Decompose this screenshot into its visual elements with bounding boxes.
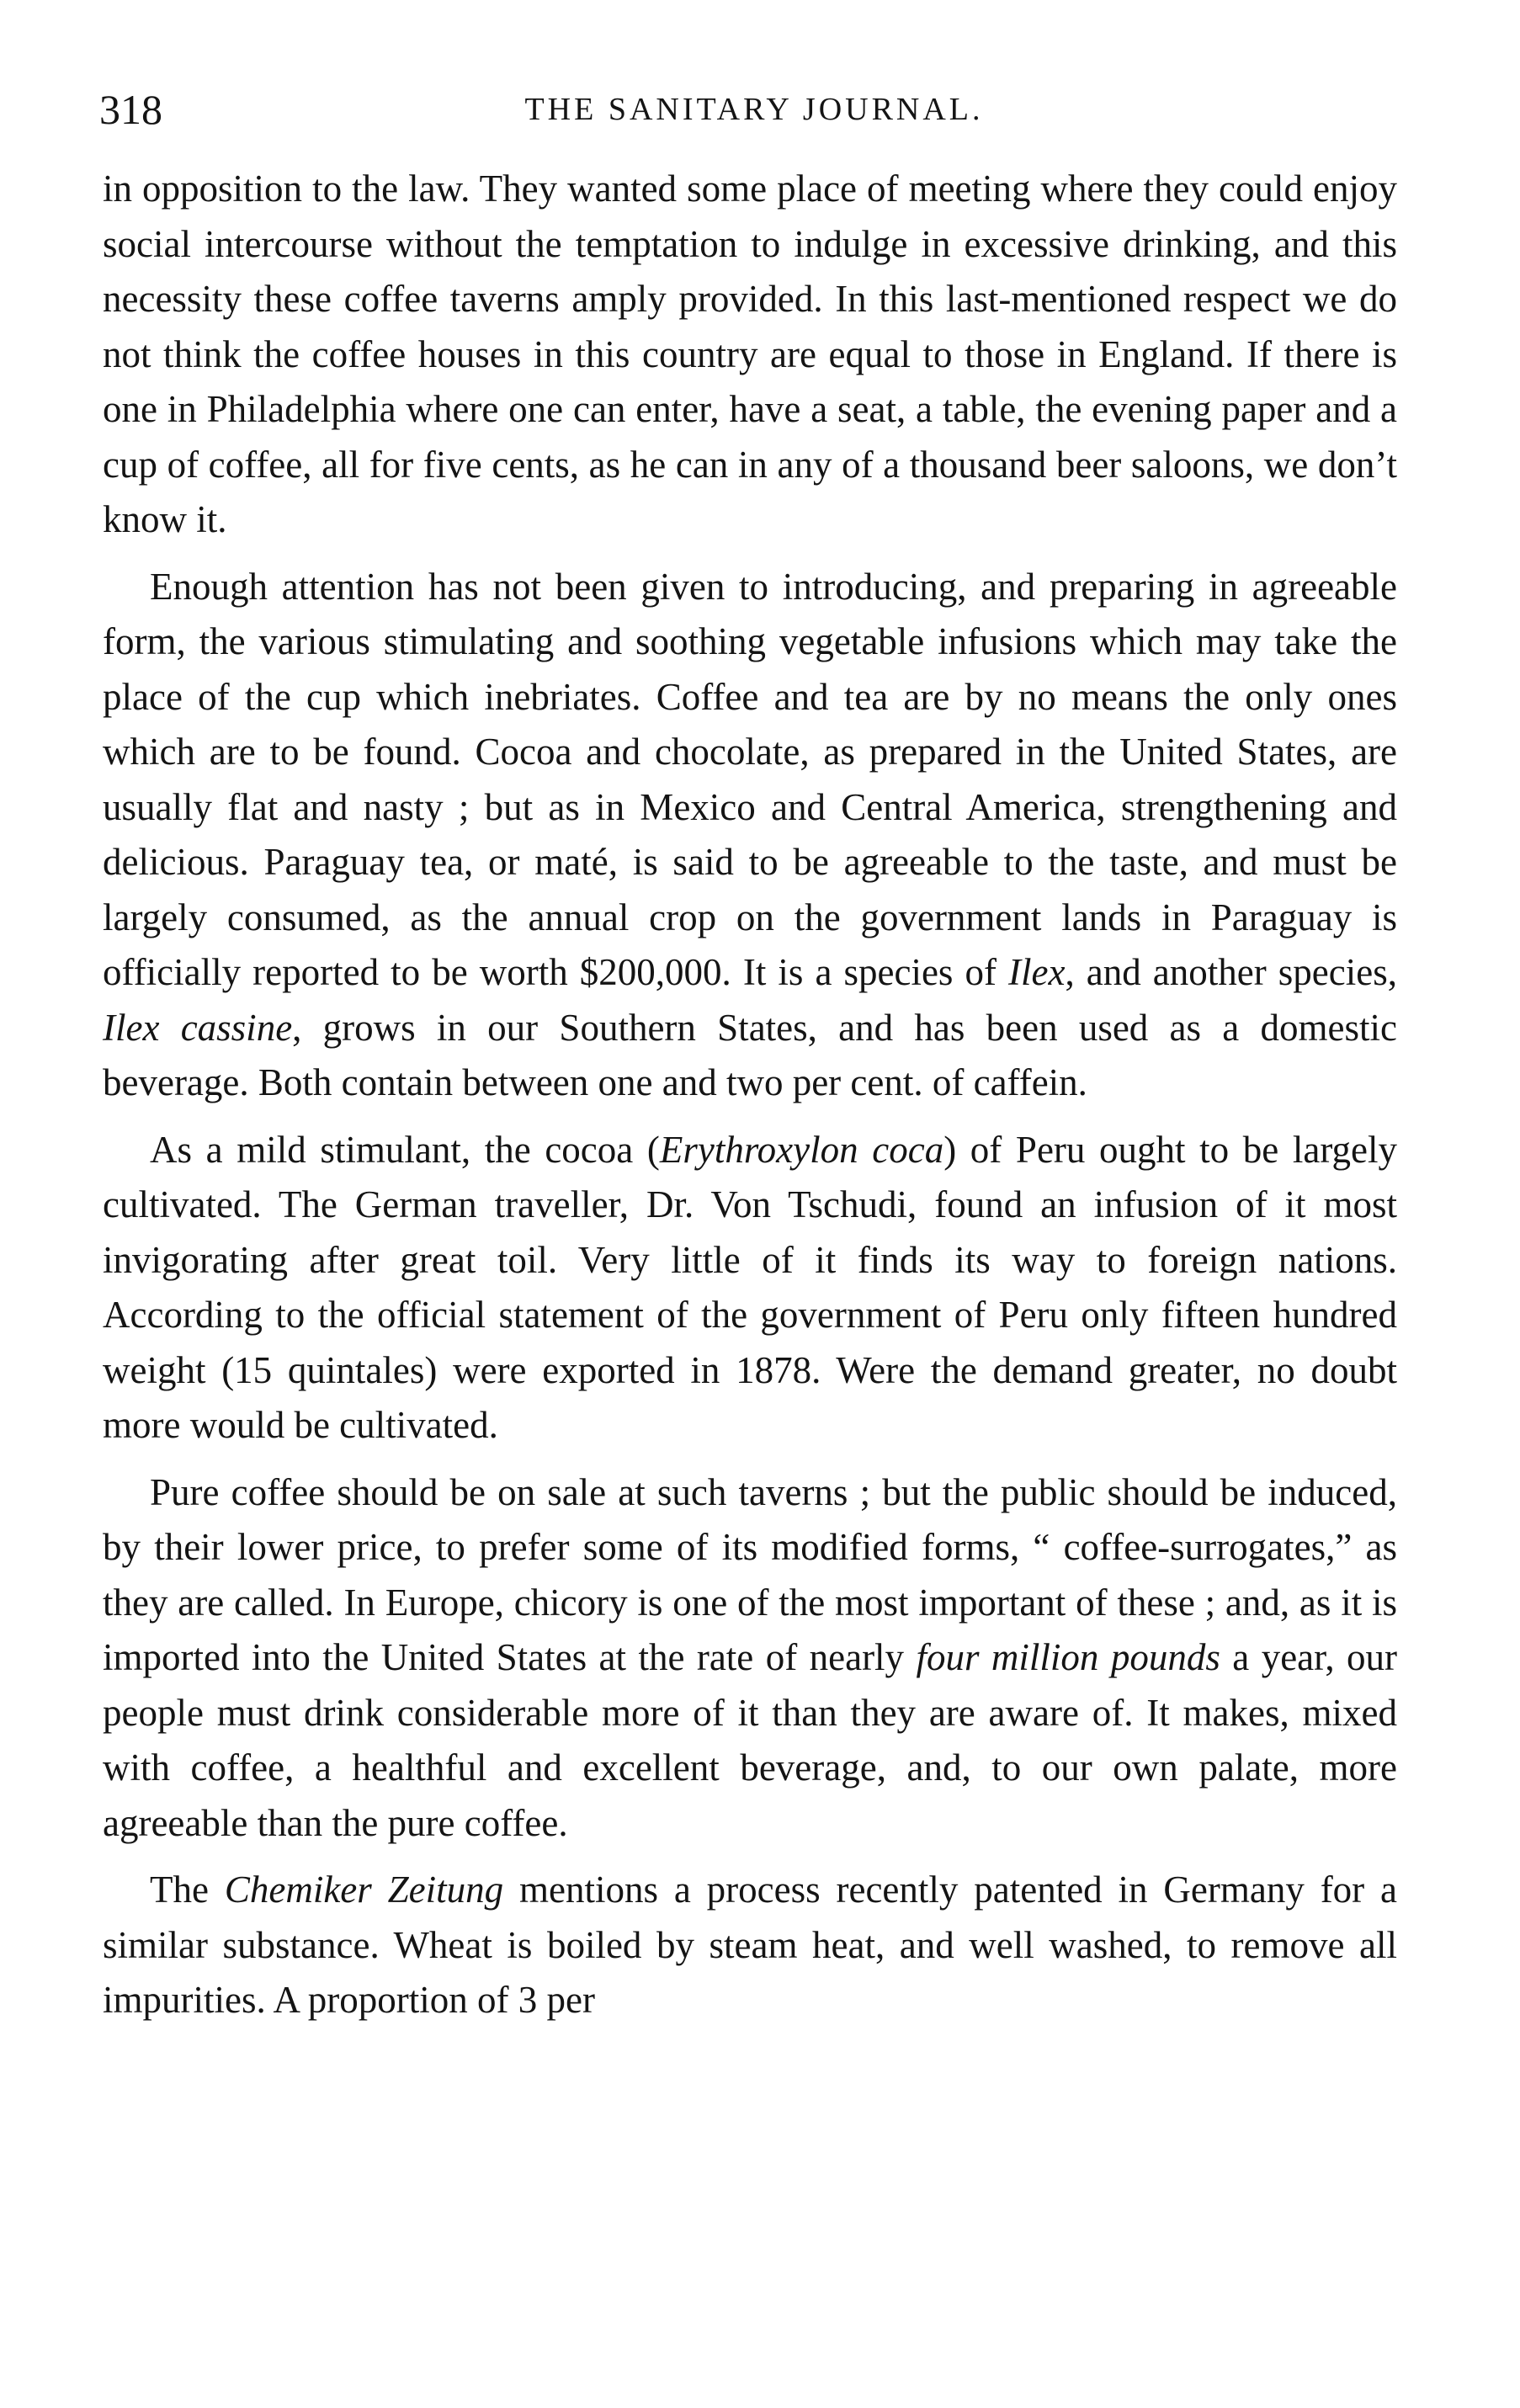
paragraph-continuation	[103, 162, 1397, 548]
text-run: Enough attention has not been given to introducing, and preparing in agreeable form, the various stimulating and soothing vegetable infusions which may take the place of the cup which inebriates. Coffee and tea are by no means the only ones which are to be found. Cocoa and chocolate, as prepared in the United States, are usually flat and nasty ; but as in Mexico and Central America, strengthening and delicious. Paraguay tea, or maté, is said to be agreeable to the taste, and must be largely consumed, as the annual crop on the government lands in Paraguay is officially reported to be worth $200,000. It is a species of	[103, 565, 1397, 993]
paragraph-coca	[103, 1123, 1397, 1454]
text-run: The	[150, 1868, 225, 1911]
italic-term: Ilex	[1008, 951, 1066, 993]
text-run: in opposition to the law. They wanted some place of meeting where they could enjoy social intercourse without the temptation to indulge in excessive drinking, and this necessity these coffee taverns amply provided. In this last-mentioned respect we do not think the coffee houses in this country are equal to those in England. If there is one in Philadelphia where one can enter, have a seat, a table, the evening paper and a cup of coffee, all for five cents, as he can in any of a thousand beer saloons, we don’t know it.	[103, 167, 1397, 540]
text-run: , grows in our Southern States, and has been used as a domestic beverage. Both contain between one and two per cent. of caffein.	[103, 1006, 1397, 1103]
text-run: a year, our people must drink considerable more of it than they are aware of. It makes, mixed with coffee, a healthful and excellent beverage, and, to our own palate, more agreeable than the pure coffee.	[103, 1636, 1397, 1844]
paragraph-chemiker-zeitung	[103, 1863, 1397, 2028]
text-run: mentions a process recently patented in Germany for a similar substance. Wheat is boiled by steam heat, and well washed, to remove all impurities. A proportion of 3 per	[103, 1868, 1397, 2021]
page-number: 318	[99, 86, 162, 133]
text-run: Pure coffee should be on sale at such taverns ; but the public should be induced, by their lower price, to prefer some of its modified forms, “ coffee-surrogates,” as they are called. In Europe, chicory is one of the most important of these ; and, as it is imported into the United States at the rate of nearly	[103, 1470, 1397, 1678]
journal-title: THE SANITARY JOURNAL.	[524, 92, 984, 127]
italic-term: four million pounds	[916, 1636, 1220, 1678]
italic-term: Ilex cassine	[103, 1006, 293, 1049]
italic-term: Chemiker Zeitung	[224, 1868, 504, 1911]
text-run: ) of Peru ought to be largely cultivated. The German traveller, Dr. Von Tschudi, found an infusion of it most invigorating after great toil. Very little of it finds its way to foreign nations. According to the official statement of the government of Peru only fifteen hundred weight (15 quintales) were exported in 1878. Were the demand greater, no doubt more would be cultivated.	[103, 1128, 1397, 1446]
text-run: As a mild stimulant, the cocoa (	[150, 1128, 660, 1171]
paragraph-pure-coffee	[103, 1465, 1397, 1852]
running-head	[99, 84, 1409, 135]
body-text	[103, 162, 1397, 2028]
italic-term: Erythroxylon coca	[659, 1128, 944, 1171]
text-run: , and another species,	[1065, 951, 1397, 993]
paragraph-vegetable-infusions	[103, 560, 1397, 1111]
